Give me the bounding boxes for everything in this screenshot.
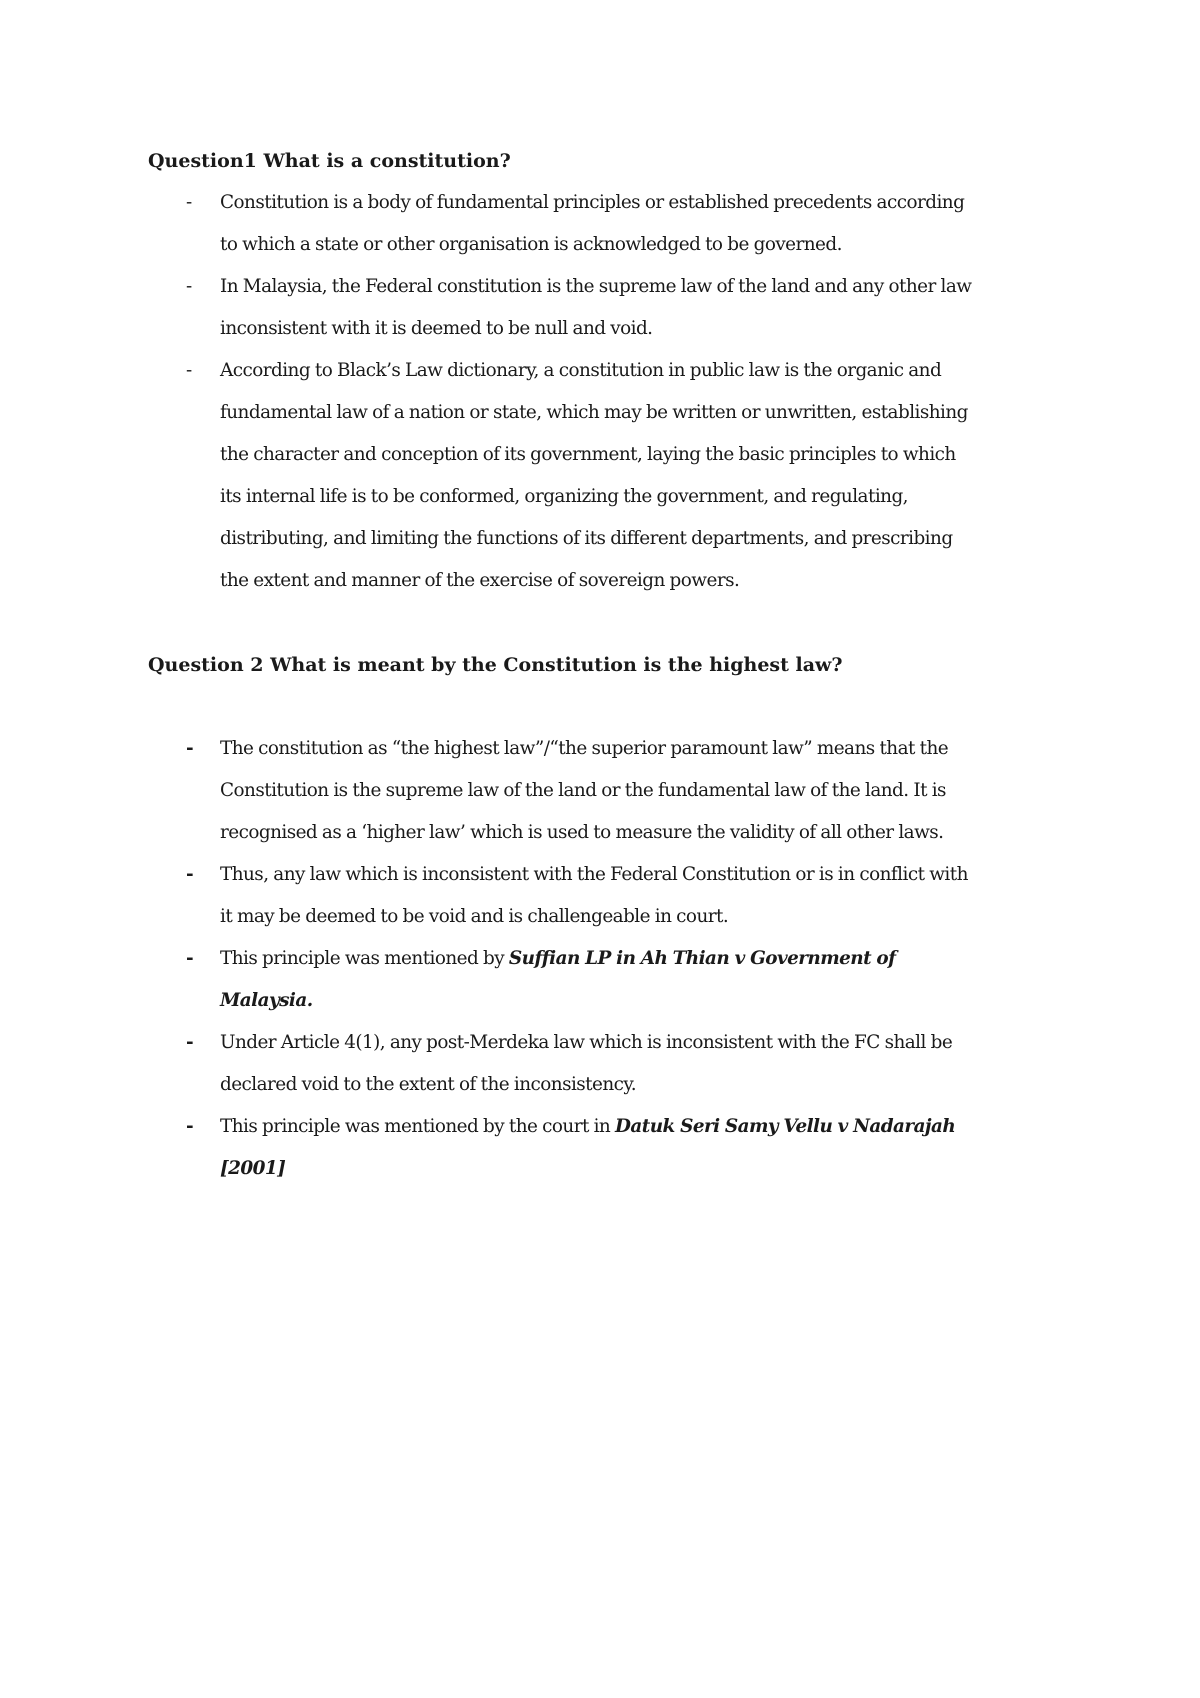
- bullet-dash: -: [186, 948, 194, 969]
- bullet-dash: -: [186, 192, 192, 213]
- list-item: [148, 938, 1068, 1022]
- text-line: to which a state or other organisation is acknowledged to be governed.: [220, 234, 842, 255]
- list-item: [148, 1106, 1068, 1190]
- document-page: [148, 140, 1068, 1190]
- question-2-heading: Question 2 What is meant by the Constitution is the highest law?: [148, 654, 843, 676]
- bullet-dash: -: [186, 738, 194, 759]
- text-line: its internal life is to be conformed, organizing the government, and regulating,: [220, 486, 908, 507]
- text-line: fundamental law of a nation or state, which may be written or unwritten, establishing: [220, 402, 968, 423]
- list-item: [148, 350, 1068, 602]
- text-line: Under Article 4(1), any post-Merdeka law which is inconsistent with the FC shall be: [220, 1032, 953, 1053]
- case-citation: Suffian LP in Ah Thian v Government of: [508, 948, 896, 969]
- text-line: Thus, any law which is inconsistent with the Federal Constitution or is in conflict with: [220, 864, 968, 885]
- text-line: [220, 938, 1068, 980]
- text-line: distributing, and limiting the functions of its different departments, and prescribing: [220, 528, 953, 549]
- text-line: In Malaysia, the Federal constitution is the supreme law of the land and any other law: [220, 276, 972, 297]
- case-citation: [2001]: [220, 1158, 286, 1179]
- text-prefix: This principle was mentioned by: [220, 948, 509, 969]
- question-2-section: [148, 644, 1068, 1190]
- text-line: Constitution is a body of fundamental principles or established precedents according: [220, 192, 965, 213]
- text-line: Constitution is the supreme law of the land or the fundamental law of the land. It is: [220, 780, 946, 801]
- text-line: [220, 1148, 1068, 1190]
- text-prefix: This principle was mentioned by the court in: [220, 1116, 616, 1137]
- text-line: inconsistent with it is deemed to be null and void.: [220, 318, 653, 339]
- text-line: the character and conception of its government, laying the basic principles to which: [220, 444, 956, 465]
- question-2-answer-list: [148, 728, 1068, 1190]
- text-line: The constitution as “the highest law”/“the superior paramount law” means that the: [220, 738, 949, 759]
- question-1-heading: Question1 What is a constitution?: [148, 150, 511, 172]
- bullet-dash: -: [186, 276, 192, 297]
- text-line: [220, 1106, 1068, 1148]
- text-line: According to Black’s Law dictionary, a constitution in public law is the organic and: [220, 360, 942, 381]
- list-item: [148, 1022, 1068, 1106]
- list-item: [148, 728, 1068, 854]
- bullet-dash: -: [186, 360, 192, 381]
- text-line: [220, 980, 1068, 1022]
- bullet-dash: -: [186, 1116, 194, 1137]
- question-1-section: [148, 140, 1068, 602]
- list-item: [148, 854, 1068, 938]
- question-1-answer-list: [148, 182, 1068, 602]
- text-line: declared void to the extent of the inconsistency.: [220, 1074, 637, 1095]
- text-line: the extent and manner of the exercise of sovereign powers.: [220, 570, 740, 591]
- bullet-dash: -: [186, 1032, 194, 1053]
- list-item: [148, 266, 1068, 350]
- case-citation: Datuk Seri Samy Vellu v Nadarajah: [615, 1116, 956, 1137]
- text-line: recognised as a ‘higher law’ which is used to measure the validity of all other laws.: [220, 822, 944, 843]
- case-citation: Malaysia.: [220, 990, 313, 1011]
- text-line: it may be deemed to be void and is challengeable in court.: [220, 906, 729, 927]
- list-item: [148, 182, 1068, 266]
- bullet-dash: -: [186, 864, 194, 885]
